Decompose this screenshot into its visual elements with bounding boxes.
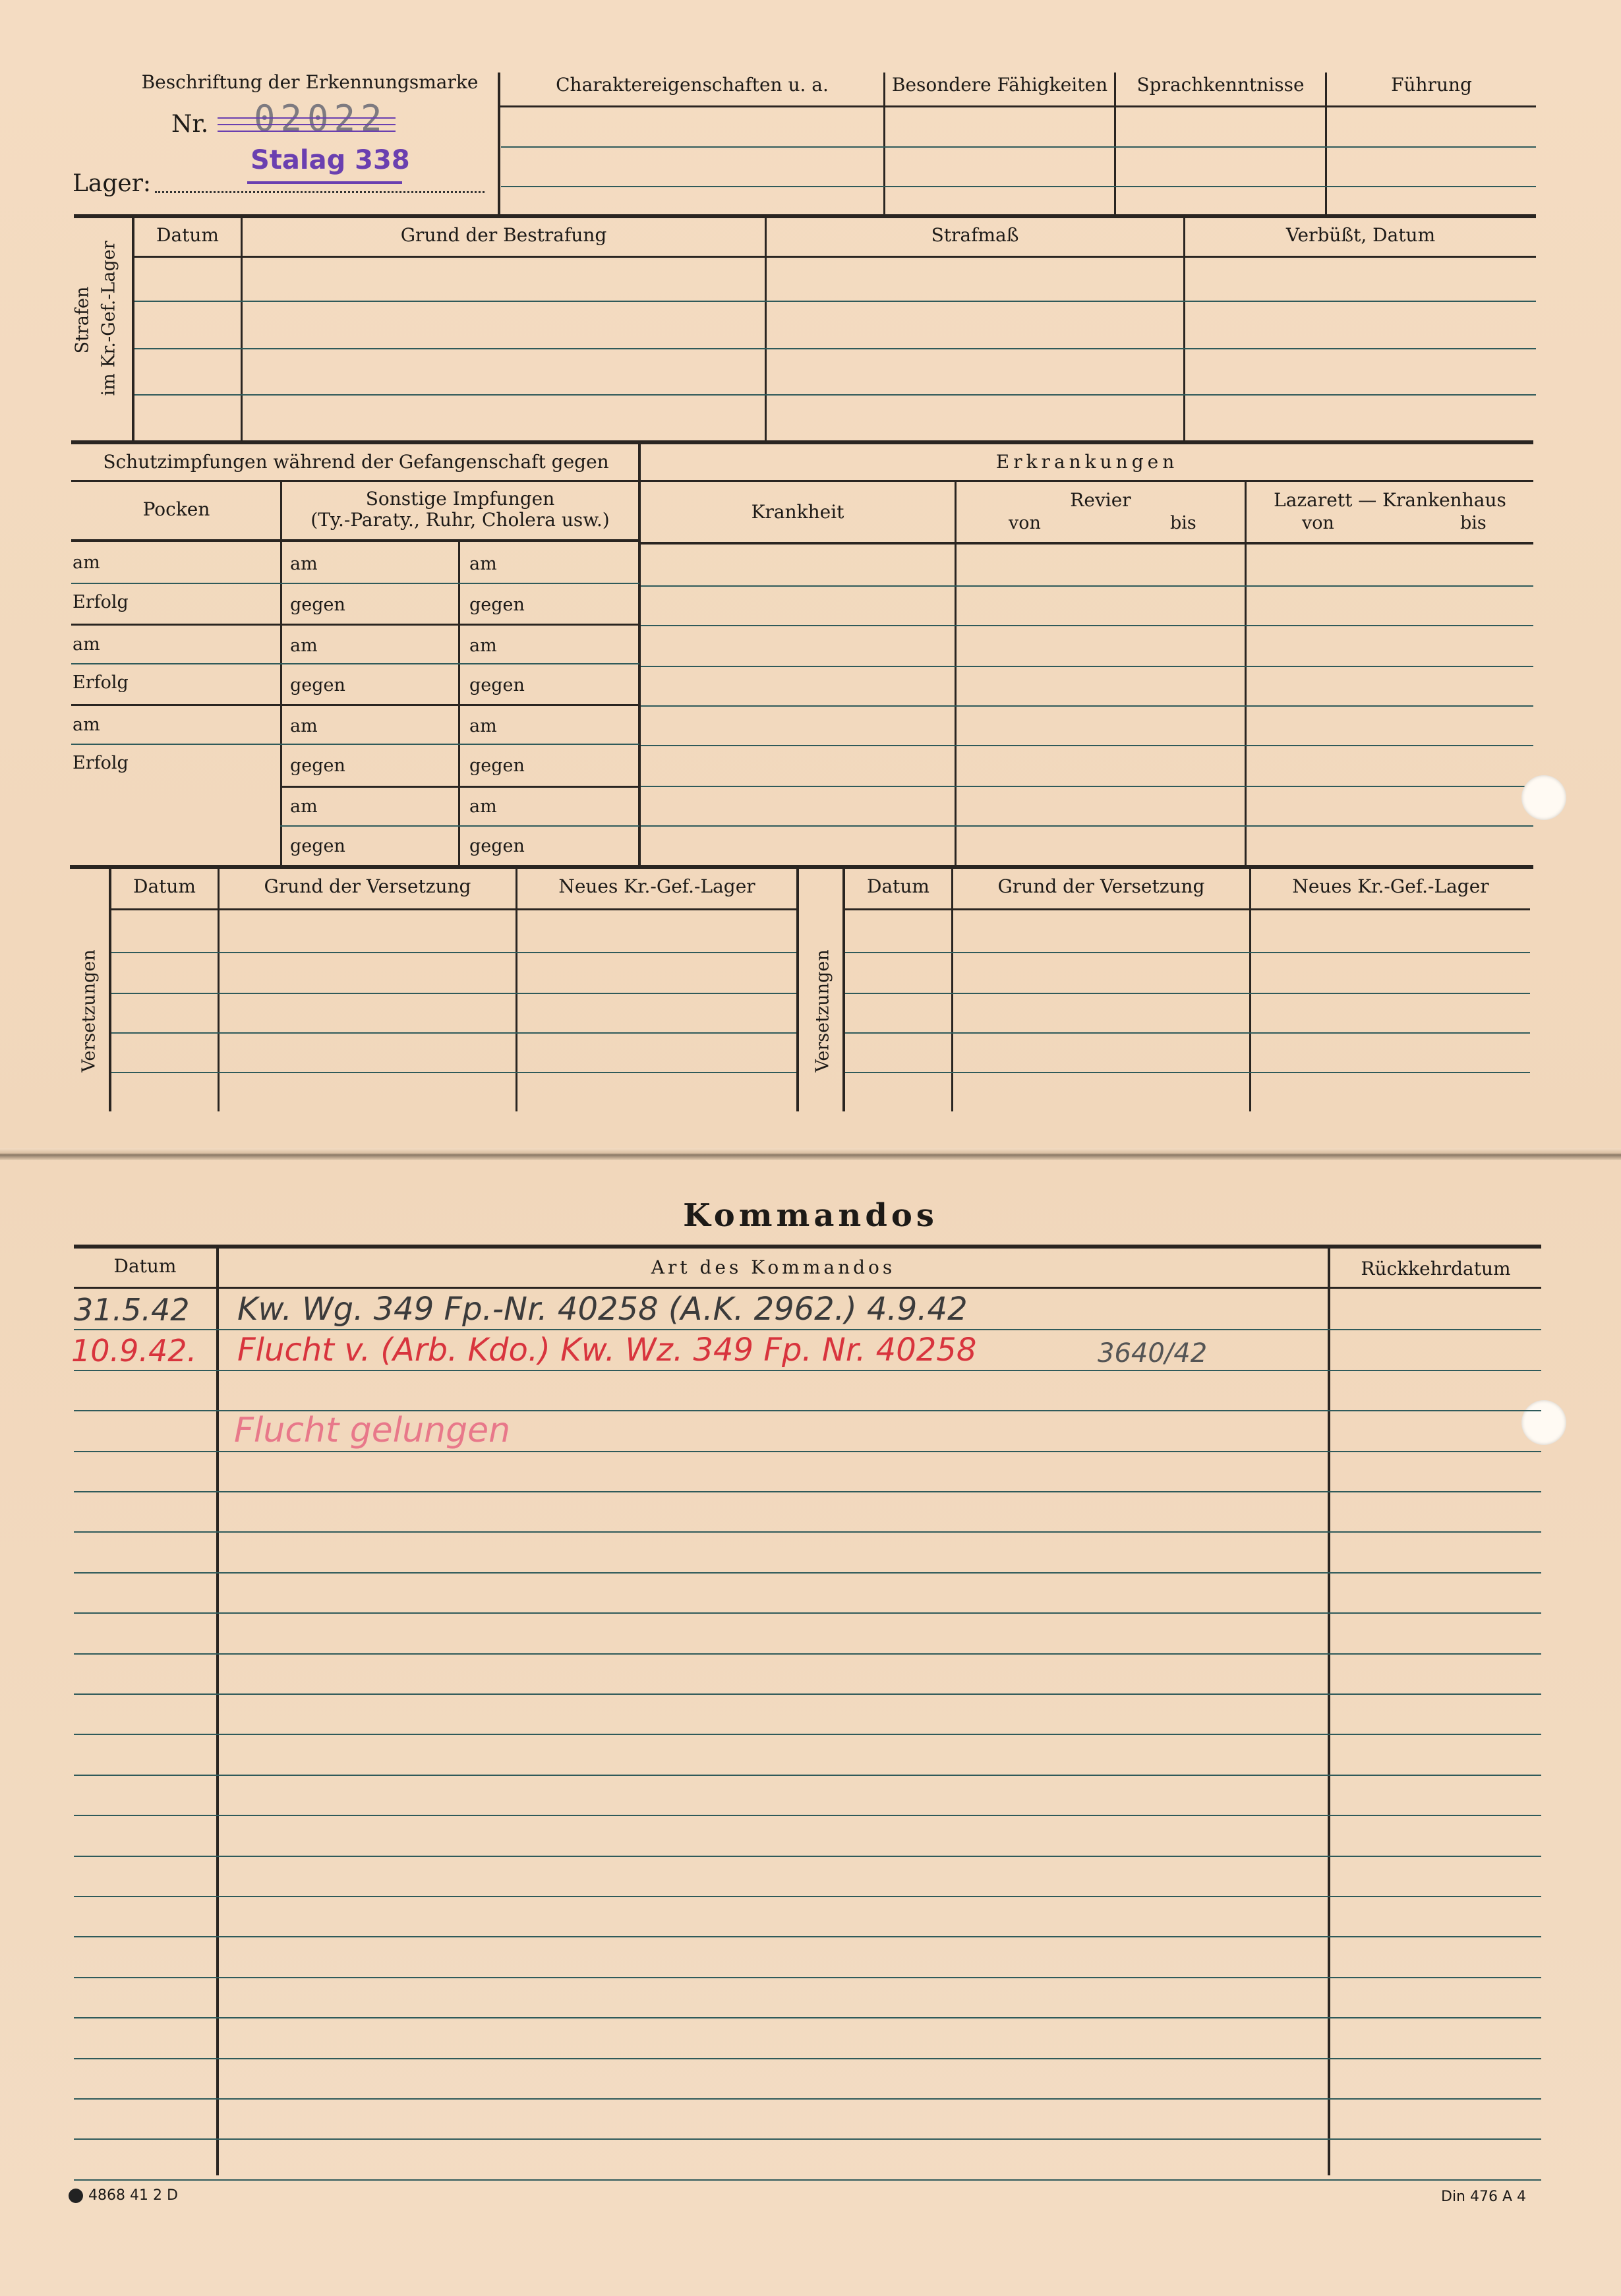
sonst-am-4a: am [290, 796, 318, 817]
impf-row-7 [280, 825, 639, 827]
sonst-gegen-4b: gegen [469, 836, 525, 856]
vers-row-1-right [845, 952, 1530, 953]
kom-col-sep-2 [1328, 1247, 1330, 2175]
kommandos-row-line [74, 1775, 1541, 1776]
versetzungen-top-rule [70, 865, 1533, 869]
vers-col-grund-left: Grund der Versetzung [264, 875, 471, 897]
kommandos-row-line [74, 1815, 1541, 1816]
sonst-am-1a: am [290, 554, 318, 574]
krankheit-label: Krankheit [751, 501, 844, 523]
top-divider [498, 73, 500, 214]
strafen-top-rule [74, 214, 1536, 218]
impf-row-1 [71, 583, 639, 584]
impf-row-5 [71, 744, 639, 745]
sonstige-label-1: Sonstige Impfungen [365, 488, 555, 510]
kommandos-row-line [74, 1531, 1541, 1533]
top-row-1 [501, 146, 1536, 148]
kommandos-row-line [74, 1734, 1541, 1735]
kommandos-row-line [74, 2179, 1541, 2181]
erkrankungen-title: Erkrankungen [995, 451, 1179, 473]
strafen-col-strafmass: Strafmaß [931, 224, 1019, 246]
sonst-am-1b: am [469, 554, 497, 574]
impf-row-6 [280, 786, 639, 788]
vers-right-left-border [842, 868, 845, 1111]
impf-row-2 [71, 624, 639, 626]
kommandos-row-line [74, 2058, 1541, 2059]
kommandos-row-line [74, 1612, 1541, 1614]
paper-fold [0, 1148, 1621, 1160]
sonst-gegen-1b: gegen [469, 595, 525, 615]
strafen-col-sep-3 [1183, 216, 1185, 440]
erkennung-label: Beschriftung der Erkennungsmarke [141, 71, 479, 93]
entry-2-text: Flucht v. (Arb. Kdo.) Kw. Wz. 349 Fp. Nr. 40258 [237, 1332, 977, 1369]
erk-header-rule [641, 542, 1533, 545]
vers-header-rule-left [109, 908, 796, 910]
strafen-col-sep-2 [765, 216, 767, 440]
entry-2-extra: 3640/42 [1098, 1338, 1208, 1369]
top-row-2 [501, 186, 1536, 187]
kommandos-title: Kommandos [683, 1197, 938, 1234]
top-header-rule [498, 105, 1536, 107]
impf-title-rule [71, 480, 639, 482]
sonst-am-4b: am [469, 796, 497, 817]
strafen-row-2 [134, 348, 1536, 349]
pocken-am-1: am [73, 552, 100, 573]
revier-bis: bis [1170, 513, 1196, 533]
kommandos-row-line [74, 1329, 1541, 1330]
kommandos-row-line [74, 1896, 1541, 1897]
printer-mark-icon [69, 2189, 83, 2203]
sonst-gegen-1a: gegen [290, 595, 345, 615]
col-faehigkeiten: Besondere Fähigkeiten [891, 74, 1108, 96]
vers-col-datum-right: Datum [867, 875, 929, 897]
sonst-gegen-2b: gegen [469, 675, 525, 695]
nr-strike-1 [218, 117, 396, 119]
stalag-stamp: Stalag 338 [251, 145, 410, 175]
vers-col-sep-3 [951, 868, 953, 1111]
entry-1-date: 31.5.42 [74, 1292, 190, 1328]
stamp-underline [247, 181, 402, 184]
nr-strike-3 [218, 131, 396, 132]
strafen-header-rule [132, 256, 1536, 258]
vers-row-1-left [111, 952, 796, 953]
col-fuehrung: Führung [1391, 74, 1472, 96]
strafen-col-verbuesst: Verbüßt, Datum [1285, 224, 1436, 246]
impf-header-rule [71, 539, 639, 542]
strafen-col-sep-1 [241, 216, 243, 440]
sonst-gegen-3a: gegen [290, 755, 345, 776]
kommandos-top-rule [74, 1245, 1541, 1249]
pocken-erfolg-1: Erfolg [73, 592, 129, 612]
sonst-gegen-4a: gegen [290, 836, 345, 856]
erk-row-3 [641, 666, 1533, 667]
vers-col-datum-left: Datum [133, 875, 196, 897]
vers-col-sep-2 [516, 868, 517, 1111]
nr-strike-2 [218, 124, 396, 125]
impf-col-sep-1 [280, 480, 282, 865]
impf-col-sep-2 [458, 539, 460, 865]
vers-left-border [109, 868, 111, 1111]
vers-row-4-right [845, 1072, 1530, 1073]
kommandos-row-line [74, 1653, 1541, 1655]
versetzungen-side-label-right: Versetzungen [812, 949, 833, 1073]
kom-col-datum: Datum [113, 1255, 177, 1277]
kommandos-row-line [74, 1936, 1541, 1937]
pocken-am-3: am [73, 715, 100, 735]
kom-col-sep-1 [216, 1247, 219, 2175]
kommandos-row-line [74, 2098, 1541, 2100]
erk-row-4 [641, 705, 1533, 707]
kommandos-row-line [74, 1856, 1541, 1857]
pocken-erfolg-3: Erfolg [73, 753, 129, 773]
erk-row-6 [641, 786, 1533, 787]
kommandos-row-line [74, 1572, 1541, 1574]
lazarett-von: von [1302, 513, 1334, 533]
sonst-am-3a: am [290, 716, 318, 736]
punch-hole-top [1521, 775, 1566, 820]
strafen-side-label-2: im Kr.-Gef.-Lager [98, 241, 119, 396]
vers-col-lager-left: Neues Kr.-Gef.-Lager [558, 875, 755, 897]
vers-header-rule-right [842, 908, 1530, 910]
strafen-left-border [132, 216, 134, 440]
vers-mid-border [796, 868, 799, 1111]
versetzungen-side-label-left: Versetzungen [78, 949, 100, 1073]
kom-header-rule [74, 1287, 1541, 1289]
vers-row-2-left [111, 993, 796, 994]
kommandos-row-line [74, 2138, 1541, 2140]
impf-title: Schutzimpfungen während der Gefangenschaft gegen [103, 451, 609, 473]
kom-col-art: Art des Kommandos [651, 1256, 896, 1278]
erk-row-2 [641, 625, 1533, 626]
vers-col-grund-right: Grund der Versetzung [997, 875, 1205, 897]
pocken-erfolg-2: Erfolg [73, 672, 129, 693]
col-charakter: Charaktereigenschaften u. a. [556, 74, 829, 96]
impf-row-4 [71, 704, 639, 706]
sonst-gegen-2a: gegen [290, 675, 345, 695]
sonst-am-3b: am [469, 716, 497, 736]
entry-3-text: Flucht gelungen [234, 1411, 511, 1450]
pocken-label: Pocken [142, 498, 210, 520]
erk-row-1 [641, 585, 1533, 587]
strafen-col-grund: Grund der Bestrafung [400, 224, 607, 246]
lager-label: Lager: [73, 170, 152, 197]
lazarett-bis: bis [1460, 513, 1487, 533]
vers-col-sep-1 [218, 868, 220, 1111]
pocken-am-2: am [73, 634, 100, 655]
kommandos-row-line [74, 1977, 1541, 1978]
vers-col-sep-4 [1249, 868, 1251, 1111]
erkrankungen-title-rule [641, 480, 1533, 482]
vers-col-lager-right: Neues Kr.-Gef.-Lager [1292, 875, 1489, 897]
vers-row-3-left [111, 1032, 796, 1034]
erk-col-sep-2 [1245, 480, 1247, 865]
entry-2-date: 10.9.42. [71, 1333, 197, 1369]
revier-label: Revier [1070, 489, 1131, 511]
strafen-row-1 [134, 301, 1536, 302]
kom-col-rueckkehr: Rückkehrdatum [1361, 1258, 1511, 1280]
kommandos-row-line [74, 2017, 1541, 2018]
strafen-side-label-1: Strafen [72, 286, 93, 354]
kommandos-row-line [74, 1693, 1541, 1695]
sonstige-label-2: (Ty.-Paraty., Ruhr, Cholera usw.) [310, 509, 610, 531]
strafen-col-datum: Datum [156, 224, 219, 246]
footer-right: Din 476 A 4 [1441, 2189, 1527, 2205]
entry-1-text: Kw. Wg. 349 Fp.-Nr. 40258 (A.K. 2962.) 4.9.42 [237, 1291, 968, 1328]
col-sprachen: Sprachkenntnisse [1136, 74, 1305, 96]
vers-row-2-right [845, 993, 1530, 994]
impf-row-3 [71, 663, 639, 664]
erk-col-sep-1 [955, 480, 957, 865]
erk-row-7 [641, 825, 1533, 827]
sonst-am-2a: am [290, 635, 318, 656]
sonst-am-2b: am [469, 635, 497, 656]
kommandos-row-line [74, 1491, 1541, 1492]
kommandos-row-line [74, 1370, 1541, 1371]
kommandos-row-line [74, 1451, 1541, 1452]
vers-row-3-right [845, 1032, 1530, 1034]
lager-dotted-line [155, 191, 485, 193]
strafen-row-3 [134, 394, 1536, 396]
punch-hole-bottom [1521, 1400, 1566, 1445]
lazarett-label: Lazarett — Krankenhaus [1274, 489, 1506, 511]
nr-label: Nr. [171, 111, 209, 138]
impf-top-rule [71, 440, 1533, 444]
sonst-gegen-3b: gegen [469, 755, 525, 776]
vers-row-4-left [111, 1072, 796, 1073]
revier-von: von [1009, 513, 1041, 533]
erk-row-5 [641, 745, 1533, 746]
footer-left: 4868 41 2 D [69, 2187, 178, 2204]
